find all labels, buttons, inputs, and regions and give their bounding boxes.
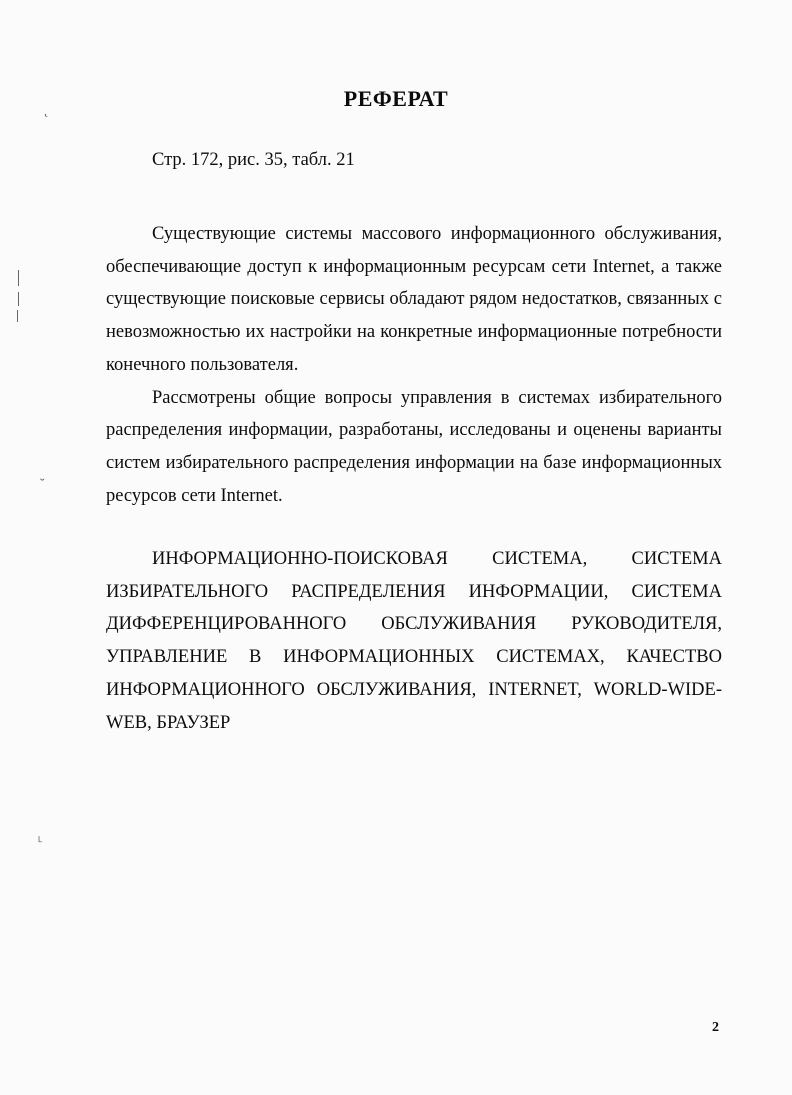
scan-speck: ˘	[40, 477, 45, 492]
page-number: 2	[712, 1020, 719, 1035]
scan-mark	[18, 270, 19, 286]
scan-speck: ˪	[38, 831, 43, 846]
abstract-paragraph: Существующие системы массового информационного обслуживания, обеспечивающие доступ к информационным ресурсам сети Internet, а также существующие поисковые сервисы обладают рядом недостатков, связанных с невозможностью их настройки на конкретные информационные потребности конечного пользователя.	[106, 224, 722, 375]
keywords-paragraph: ИНФОРМАЦИОННО-ПОИСКОВАЯ СИСТЕМА, СИСТЕМА ИЗБИРАТЕЛЬНОГО РАСПРЕДЕЛЕНИЯ ИНФОРМАЦИИ, СИСТЕМА ДИФФЕРЕНЦИРОВАННОГО ОБСЛУЖИВАНИЯ РУКОВОДИТЕЛЯ, УПРАВЛЕНИЕ В ИНФОРМАЦИОННЫХ СИСТЕМАХ, КАЧЕСТВО ИНФОРМАЦИОННОГО ОБСЛУЖИВАНИЯ, INTERNET, WORLD-WIDE-WEB, БРАУЗЕР	[106, 549, 722, 733]
abstract-body	[106, 218, 722, 512]
scan-mark	[17, 310, 18, 322]
summary-line: Стр. 172, рис. 35, табл. 21	[152, 150, 355, 170]
scan-mark	[18, 292, 19, 306]
scan-speck: ˛	[44, 103, 49, 118]
abstract-paragraph: Рассмотрены общие вопросы управления в системах избирательного распределения информации, разработаны, исследованы и оценены варианты систем избирательного распределения информации на базе информационных ресурсов сети Internet.	[106, 387, 722, 506]
page-title: РЕФЕРАТ	[343, 86, 449, 111]
